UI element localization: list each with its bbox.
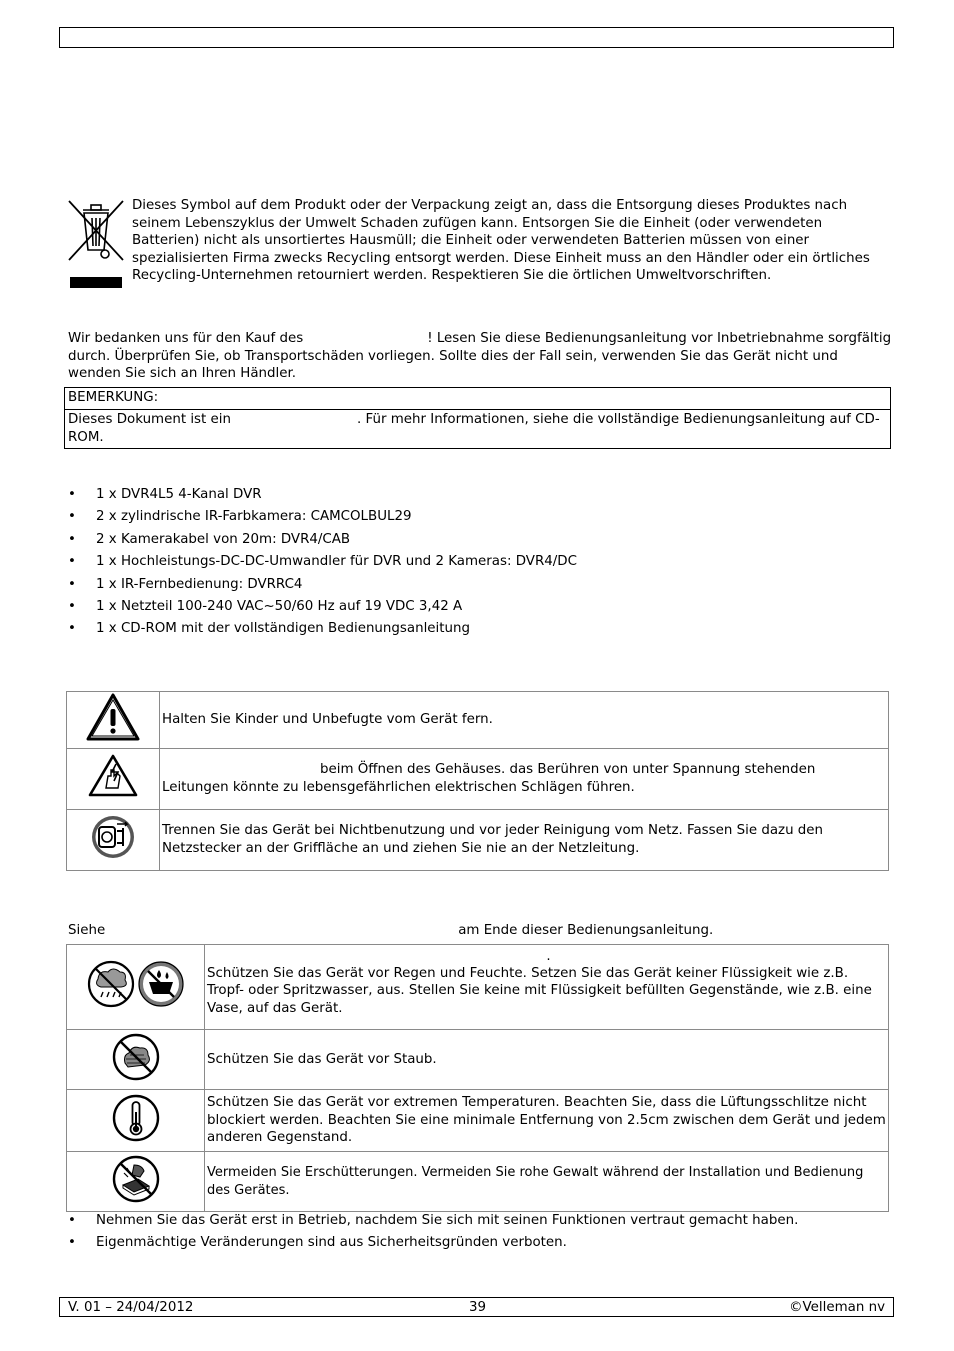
table-row (67, 809, 889, 870)
table-row (67, 748, 889, 809)
weee-disposal-text: Dieses Symbol auf dem Produkt oder der Verpackung zeigt an, dass die Entsorgung dieses Produktes nach seinem Lebenszyklus der Umwelt Schaden zufügen kann. Entsorgen Sie die Einheit (oder verwendeten Batterien) nicht als unsortiertes Hausmüll; die Einheit oder verwendeten Batterien müssen von einer spezialisierten Firma zwecks Recycling entsorgt werden. Diese Einheit muss an den Händler oder ein örtliches Recycling-Unternehmen retourniert werden. Respektieren Sie die örtlichen Umweltvorschriften. (132, 198, 870, 283)
table-row (67, 1152, 889, 1212)
siehe-text-end: am Ende dieser Bedienungsanleitung. (458, 923, 714, 938)
bullet: • (68, 487, 76, 502)
list-item-text: 1 x Netzteil 100-240 VAC~50/60 Hz auf 19 VDC 3,42 A (96, 598, 463, 614)
bullet: • (68, 531, 76, 547)
no-dust-icon (112, 1033, 160, 1081)
list-item (68, 1234, 890, 1256)
note-divider (65, 409, 890, 410)
list-item (68, 576, 888, 598)
list-item-text: Eigenmächtige Veränderungen sind aus Sicherheitsgründen verboten. (96, 1235, 567, 1251)
bullet: • (68, 598, 76, 614)
note-box (64, 387, 891, 449)
list-item-text: 2 x Kamerakabel von 20m: DVR4/CAB (96, 531, 351, 547)
list-item (68, 620, 888, 642)
guidelines-table (66, 944, 889, 1212)
guideline-dot: . (546, 948, 551, 964)
table-row (67, 945, 889, 1030)
bullet: • (68, 509, 76, 525)
page-number: 39 (469, 1300, 487, 1315)
list-item (68, 486, 888, 508)
list-item-text: 2 x zylindrische IR-Farbkamera: CAMCOLBUL29 (96, 509, 412, 525)
footer-version: V. 01 – 24/04/2012 (68, 1300, 194, 1315)
guideline-text-cell (205, 945, 889, 1030)
list-item (68, 508, 888, 530)
list-item (68, 1212, 890, 1234)
list-item (68, 598, 888, 620)
note-text-end: . Für mehr Informationen, siehe die vollständige Bedienungsanleitung auf CD-ROM. (68, 412, 880, 445)
guideline-text: Schützen Sie das Gerät vor Staub. (205, 1030, 889, 1090)
bullet: • (68, 621, 76, 637)
table-row (67, 692, 889, 749)
unplug-icon (90, 814, 136, 860)
header-box (59, 27, 894, 48)
safety-table (66, 691, 889, 871)
siehe-line (68, 922, 888, 940)
safety-text: Trennen Sie das Gerät bei Nichtbenutzung und vor jeder Reinigung vom Netz. Fassen Sie dazu den Netzstecker an der Griffläche an und ziehen Sie nie an der Netzleitung. (160, 809, 889, 870)
intro-text-start: Wir bedanken uns für den Kauf des (68, 331, 304, 346)
safety-text-cell (160, 748, 889, 809)
list-item-text: 1 x DVR4L5 4-Kanal DVR (96, 487, 262, 502)
footer-copyright: ©Velleman nv (789, 1300, 885, 1315)
list-item-text: 1 x CD-ROM mit der vollständigen Bedienungsanleitung (96, 621, 470, 637)
table-row (67, 1090, 889, 1152)
package-contents-list (68, 486, 888, 643)
no-rain-icon (86, 959, 186, 1009)
guideline-text: Schützen Sie das Gerät vor extremen Temperaturen. Beachten Sie, dass die Lüftungsschlitze nicht blockiert werden. Beachten Sie eine minimale Entfernung von 2.5cm zwischen dem Gerät und jedem anderen Gegenstand. (205, 1090, 889, 1152)
guideline-text: Schützen Sie das Gerät vor Regen und Feuchte. Setzen Sie das Gerät keiner Flüssigkeit wie z.B. Tropf- oder Spritzwasser, aus. Stellen Sie keine mit Flüssigkeit befüllten Gegenstände, wie z.B. eine Vase, auf das Gerät. (207, 965, 872, 1016)
safety-text: Halten Sie Kinder und Unbefugte vom Gerät fern. (160, 692, 889, 749)
table-row (67, 1030, 889, 1090)
electric-shock-icon (88, 754, 138, 798)
guideline-text: Vermeiden Sie Erschütterungen. Vermeiden Sie rohe Gewalt während der Installation und Bedienung des Gerätes. (205, 1152, 889, 1212)
safety-text-line: beim Öffnen des Gehäuses. das Berühren von unter Spannung stehenden (320, 762, 816, 777)
crossed-bin-icon (66, 198, 126, 290)
bullet: • (68, 1235, 76, 1251)
warning-triangle-icon (85, 692, 141, 742)
list-item-text: 1 x Hochleistungs-DC-DC-Umwandler für DVR und 2 Kameras: DVR4/DC (96, 554, 577, 570)
bullet: • (68, 576, 76, 592)
note-heading: BEMERKUNG: (68, 390, 159, 405)
bullet: • (68, 1213, 76, 1228)
temperature-icon (112, 1094, 160, 1142)
no-shock-icon (112, 1155, 160, 1203)
list-item-text: Nehmen Sie das Gerät erst in Betrieb, nachdem Sie sich mit seinen Funktionen vertraut gemacht haben. (96, 1213, 799, 1228)
list-item (68, 531, 888, 553)
footer (59, 1297, 894, 1317)
intro-paragraph (68, 330, 892, 383)
intro-text-end: ! Lesen Sie diese Bedienungsanleitung vor Inbetriebnahme sorgfältig durch. Überprüfen Sie, ob Transportschäden vorliegen. Sollte dies der Fall sein, verwenden Sie das Gerät nicht und wenden Sie sich an Ihren Händler. (68, 331, 892, 381)
list-item-text: 1 x IR-Fernbedienung: DVRRC4 (96, 576, 303, 592)
note-body (68, 411, 883, 446)
bullet: • (68, 554, 76, 570)
siehe-text-start: Siehe (68, 923, 106, 938)
note-text-start: Dieses Dokument ist ein (68, 412, 231, 427)
safety-text-line: Leitungen könnte zu lebensgefährlichen elektrischen Schlägen führen. (162, 779, 635, 795)
general-guidelines-list (68, 1212, 890, 1257)
list-item (68, 553, 888, 575)
